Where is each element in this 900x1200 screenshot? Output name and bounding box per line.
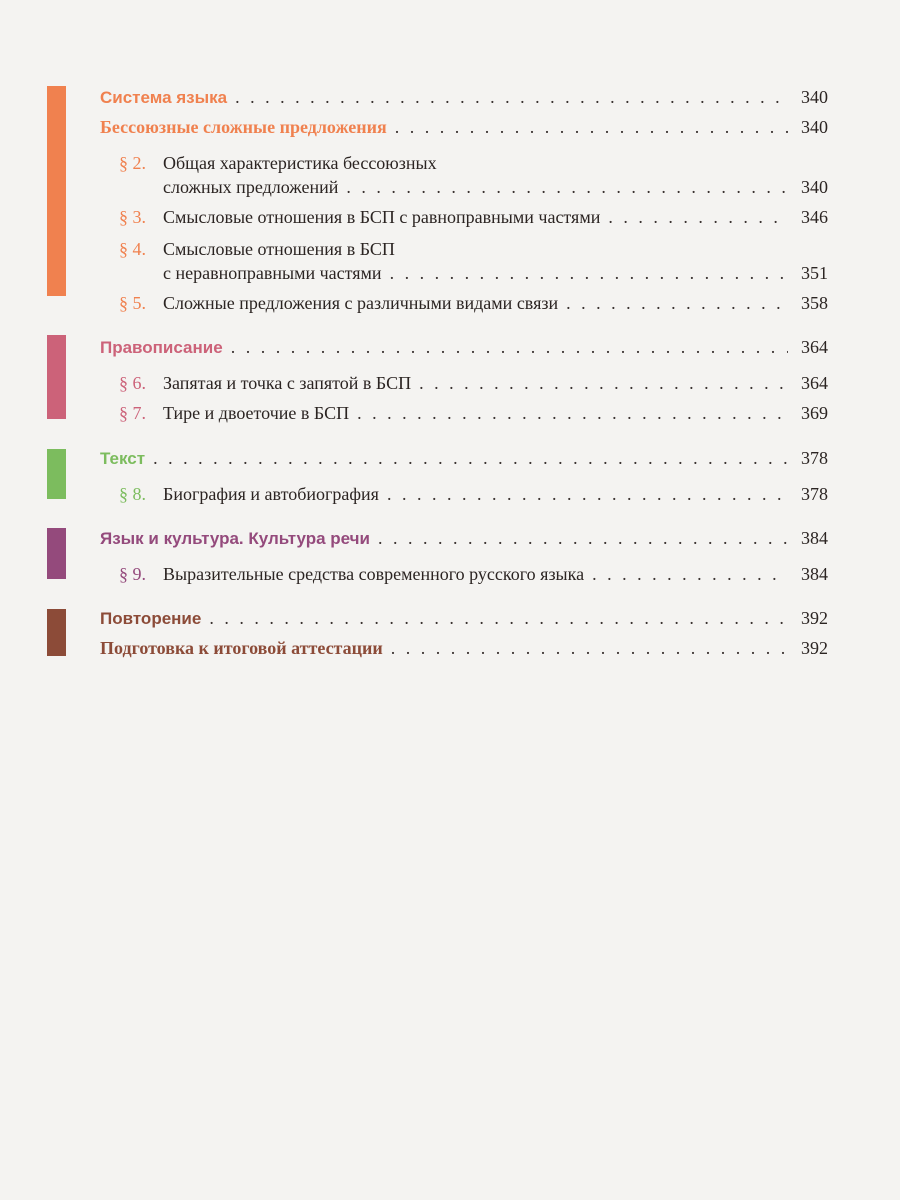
entry-title: Выразительные средства современного русского языка xyxy=(163,564,585,584)
toc-entry-4-line1: Смысловые отношения в БСП xyxy=(163,239,395,259)
page-number: 378 xyxy=(801,448,828,468)
page-number: 384 xyxy=(801,528,828,548)
page-number: 358 xyxy=(801,293,828,313)
section-color-bar-purple xyxy=(47,528,66,579)
entry-title: Тире и двоеточие в БСП xyxy=(163,403,350,423)
leader-dots xyxy=(391,637,788,659)
entry-title: Сложные предложения с различными видами связи xyxy=(163,293,559,313)
paragraph-number: § 9. xyxy=(119,564,146,584)
leader-dots xyxy=(608,206,788,228)
leader-dots xyxy=(387,483,788,505)
entry-title-line2: сложных предложений xyxy=(163,177,339,197)
leader-dots xyxy=(235,86,788,108)
entry-title-line2: с неравноправными частями xyxy=(163,263,382,283)
paragraph-number: § 4. xyxy=(119,239,146,259)
leader-dots xyxy=(419,372,788,394)
leader-dots xyxy=(209,607,788,629)
leader-dots xyxy=(395,116,788,138)
paragraph-number: § 8. xyxy=(119,484,146,504)
page-number: 351 xyxy=(801,263,828,283)
toc-entry-9[interactable] xyxy=(119,563,828,585)
page-number: 369 xyxy=(801,403,828,423)
toc-entry-8[interactable] xyxy=(119,483,828,505)
leader-dots xyxy=(378,527,788,549)
paragraph-number: § 7. xyxy=(119,403,146,423)
leader-dots xyxy=(357,402,788,424)
paragraph-number: § 3. xyxy=(119,207,146,227)
page-number: 384 xyxy=(801,564,828,584)
section-title: Повторение xyxy=(100,609,202,628)
leader-dots xyxy=(566,292,788,314)
page-number: 340 xyxy=(801,87,828,107)
page-number: 340 xyxy=(801,177,828,197)
toc-entry-2-line1: Общая характеристика бессоюзных xyxy=(163,153,437,173)
toc-entry-3[interactable] xyxy=(119,206,828,228)
paragraph-number: § 5. xyxy=(119,293,146,313)
entry-title: Смысловые отношения в БСП с равноправными частями xyxy=(163,207,601,227)
section-color-bar-green xyxy=(47,449,66,499)
section-title: Правописание xyxy=(100,338,223,357)
leader-dots xyxy=(153,447,788,469)
page-number: 340 xyxy=(801,117,828,137)
toc-section-spelling[interactable] xyxy=(100,336,828,359)
entry-title: Запятая и точка с запятой в БСП xyxy=(163,373,412,393)
paragraph-number: § 6. xyxy=(119,373,146,393)
toc-section-culture[interactable] xyxy=(100,527,828,550)
section-color-bar-brown xyxy=(47,609,66,656)
page-number: 392 xyxy=(801,608,828,628)
leader-dots xyxy=(592,563,788,585)
paragraph-number: § 2. xyxy=(119,153,146,173)
page-number: 364 xyxy=(801,373,828,393)
page-number: 392 xyxy=(801,638,828,658)
section-color-bar-pink xyxy=(47,335,66,419)
toc-entry-7[interactable] xyxy=(119,402,828,424)
page-number: 364 xyxy=(801,337,828,357)
leader-dots xyxy=(346,176,788,198)
leader-dots xyxy=(231,336,788,358)
toc-entry-6[interactable] xyxy=(119,372,828,394)
toc-section-review[interactable] xyxy=(100,607,828,630)
section-color-bar-orange xyxy=(47,86,66,296)
section-title: Система языка xyxy=(100,88,228,107)
entry-title: Биография и автобиография xyxy=(163,484,379,504)
section-title: Язык и культура. Культура речи xyxy=(100,529,370,548)
leader-dots xyxy=(390,262,788,284)
toc-section-final-exam[interactable] xyxy=(100,637,828,659)
section-title: Бессоюзные сложные предложения xyxy=(100,117,387,137)
page-number: 378 xyxy=(801,484,828,504)
page-number: 346 xyxy=(801,207,828,227)
toc-entry-5[interactable] xyxy=(119,292,828,314)
section-title: Подготовка к итоговой аттестации xyxy=(100,638,383,658)
toc-section-asyndetic[interactable] xyxy=(100,116,828,138)
section-title: Текст xyxy=(100,449,146,468)
toc-section-text[interactable] xyxy=(100,447,828,470)
toc-section-system[interactable] xyxy=(100,86,828,109)
